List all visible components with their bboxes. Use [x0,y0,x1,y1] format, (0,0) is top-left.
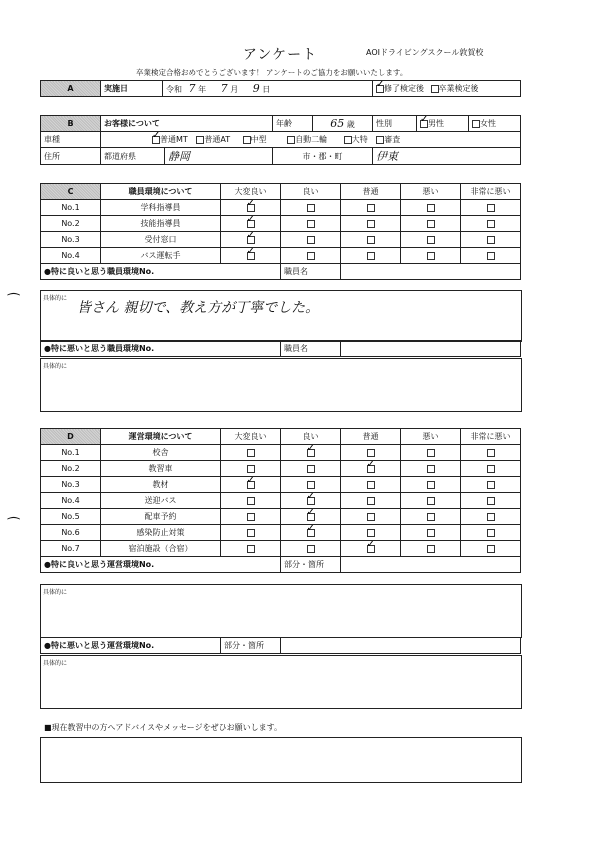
female-checkbox[interactable] [472,120,480,128]
rating-checkbox[interactable] [487,220,495,228]
c-col-header: 悪い [401,184,461,200]
city-value: 伊東 [376,150,398,163]
c-good-label: ●特に良いと思う職員環境No. [41,264,281,280]
c-bad-staff-label: 職員名 [281,341,341,357]
table-row: No.4 送迎バス ✓ [41,493,521,509]
rating-checkbox[interactable] [307,236,315,244]
rating-checkbox[interactable] [307,497,315,505]
rating-checkbox[interactable] [247,497,255,505]
section-d-label: D [41,429,101,445]
rating-checkbox[interactable] [247,481,255,489]
rating-checkbox[interactable] [487,545,495,553]
rating-checkbox[interactable] [247,204,255,212]
d-col-header: 大変良い [221,429,281,445]
table-row: No.5 配車予約 ✓ [41,509,521,525]
rating-checkbox[interactable] [307,220,315,228]
rating-checkbox[interactable] [487,236,495,244]
rating-checkbox[interactable] [427,545,435,553]
d-good-detail-box[interactable]: 具体的に [40,584,522,638]
address-label: 住所 [41,148,101,165]
rating-checkbox[interactable] [487,529,495,537]
section-d-table [40,428,521,573]
rating-checkbox[interactable] [487,465,495,473]
advice-label: ■現在教習中の方へアドバイスやメッセージをぜひお願いします。 [44,723,282,732]
d-good-label: ●特に良いと思う運営環境No. [41,557,281,573]
month-value: 7 [220,82,228,95]
car-chugata-checkbox[interactable] [243,136,251,144]
rating-checkbox[interactable] [307,481,315,489]
rating-checkbox[interactable] [427,497,435,505]
rating-checkbox[interactable] [247,513,255,521]
table-row: No.3 教材 ✓ [41,477,521,493]
rating-checkbox[interactable] [307,449,315,457]
rating-checkbox[interactable] [367,220,375,228]
rating-checkbox[interactable] [427,529,435,537]
section-a-name: 実施日 [101,81,163,97]
pref-field[interactable] [165,148,273,165]
car-daitoku-checkbox[interactable] [344,136,352,144]
male-checkbox[interactable] [420,120,428,128]
age-field[interactable]: 65 歳 [313,116,373,132]
year-value: 7 [188,82,196,95]
rating-checkbox[interactable] [307,545,315,553]
car-shinsa-checkbox[interactable] [376,136,384,144]
rating-checkbox[interactable] [367,449,375,457]
c-col-header: 非常に悪い [461,184,521,200]
rating-checkbox[interactable] [247,449,255,457]
advice-box[interactable] [40,737,522,783]
day-value: 9 [252,82,260,95]
c-good-detail-box[interactable]: 具体的に 皆さん 親切で、教え方が丁寧でした。 [40,290,522,342]
rating-checkbox[interactable] [307,252,315,260]
rating-checkbox[interactable] [367,465,375,473]
c-col-header: 良い [281,184,341,200]
date-field[interactable]: 令和 7 年 7 月 9 日 [163,81,373,97]
rating-checkbox[interactable] [427,481,435,489]
d-col-header: 良い [281,429,341,445]
c-col-header: 大変良い [221,184,281,200]
rating-checkbox[interactable] [367,529,375,537]
rating-checkbox[interactable] [427,220,435,228]
city-field[interactable] [373,148,521,165]
car-label: 車種 [41,132,101,148]
section-b-name: お客様について [101,116,273,132]
c-bad-detail-box[interactable]: 具体的に [40,358,522,412]
greeting-text: 卒業検定合格おめでとうございます！ アンケートのご協力をお願いいたします。 [136,68,408,77]
rating-checkbox[interactable] [427,465,435,473]
age-value: 65 [330,117,345,130]
d-bad-part-field[interactable] [281,638,521,654]
pref-label: 都道府県 [101,148,165,165]
d-col-header: 普通 [341,429,401,445]
rating-checkbox[interactable] [367,545,375,553]
rating-checkbox[interactable] [427,236,435,244]
car-mt-checkbox[interactable] [152,136,160,144]
d-bad-label: ●特に悪いと思う運営環境No. [41,638,221,654]
table-row: No.6 感染防止対策 ✓ [41,525,521,541]
table-row: No.1 学科指導員 ✓ [41,200,521,216]
table-row: No.2 技能指導員 ✓ [41,216,521,232]
table-row: No.7 宿泊施設（合宿） ✓ [41,541,521,557]
rating-checkbox[interactable] [247,236,255,244]
d-bad-part-label: 部分・箇所 [221,638,281,654]
d-col-header: 悪い [401,429,461,445]
margin-mark: ⁀ [8,518,20,534]
table-row: No.1 校舎 ✓ [41,445,521,461]
table-row: No.4 バス運転手 ✓ [41,248,521,264]
c-bad-staff-field[interactable] [341,341,521,357]
rating-checkbox[interactable] [367,252,375,260]
pref-value: 静岡 [168,150,190,163]
section-b-table: B お客様について 年齢 65 歳 性別 ✓ 男性 女性 車種 ✓ 普通MT 普通AT 中型 自動二輪 大特 審査 住所 都道府県 静岡 市・郡・町 伊東 [40,115,521,165]
section-a-table: A 実施日 令和 7 年 7 月 9 日 ✓ 修了検定後 卒業検定後 [40,80,521,97]
rating-checkbox[interactable] [247,545,255,553]
section-c-name: 職員環境について [101,184,221,200]
d-bad-table [40,637,521,654]
rating-checkbox[interactable] [427,252,435,260]
rating-checkbox[interactable] [487,513,495,521]
d-good-part-field[interactable] [341,557,521,573]
rating-checkbox[interactable] [427,513,435,521]
c-good-staff-field[interactable] [341,264,521,280]
rating-checkbox[interactable] [367,481,375,489]
d-part-label: 部分・箇所 [281,557,341,573]
rating-checkbox[interactable] [487,481,495,489]
rating-checkbox[interactable] [247,220,255,228]
rating-checkbox[interactable] [247,465,255,473]
section-b-label: B [41,116,101,132]
c-good-comment: 皆さん 親切で、教え方が丁寧でした。 [77,300,320,316]
car-options: ✓ 普通MT 普通AT 中型 自動二輪 大特 審査 [101,132,521,148]
c-bad-table [40,340,521,357]
rating-checkbox[interactable] [487,252,495,260]
car-at-checkbox[interactable] [196,136,204,144]
rating-checkbox[interactable] [367,513,375,521]
rating-checkbox[interactable] [427,449,435,457]
rating-checkbox[interactable] [487,204,495,212]
sex-label: 性別 [373,116,417,132]
c-col-header: 普通 [341,184,401,200]
age-label: 年齢 [273,116,313,132]
shuryo-checkbox[interactable] [376,85,384,93]
rating-checkbox[interactable] [367,204,375,212]
rating-checkbox[interactable] [307,529,315,537]
rating-checkbox[interactable] [307,204,315,212]
rating-checkbox[interactable] [247,252,255,260]
section-c-table [40,183,521,280]
d-col-header: 非常に悪い [461,429,521,445]
rating-checkbox[interactable] [367,497,375,505]
rating-checkbox[interactable] [247,529,255,537]
c-staff-label: 職員名 [281,264,341,280]
page-title: アンケート [242,47,318,63]
rating-checkbox[interactable] [427,204,435,212]
c-bad-label: ●特に悪いと思う職員環境No. [41,341,281,357]
sotsugyo-checkbox[interactable] [431,85,439,93]
school-name: AOIドライビングスクール敦賀校 [366,48,484,57]
car-nirin-checkbox[interactable] [287,136,295,144]
section-d-name: 運営環境について [101,429,221,445]
section-c-label: C [41,184,101,200]
rating-checkbox[interactable] [487,497,495,505]
table-row: No.3 受付窓口 ✓ [41,232,521,248]
table-row: No.2 教習車 ✓ [41,461,521,477]
city-label: 市・郡・町 [273,148,373,165]
rating-checkbox[interactable] [487,449,495,457]
margin-mark: ⁀ [8,294,20,310]
rating-checkbox[interactable] [307,465,315,473]
rating-checkbox[interactable] [307,513,315,521]
rating-checkbox[interactable] [367,236,375,244]
d-bad-detail-box[interactable]: 具体的に [40,655,522,709]
section-a-label: A [41,81,101,97]
